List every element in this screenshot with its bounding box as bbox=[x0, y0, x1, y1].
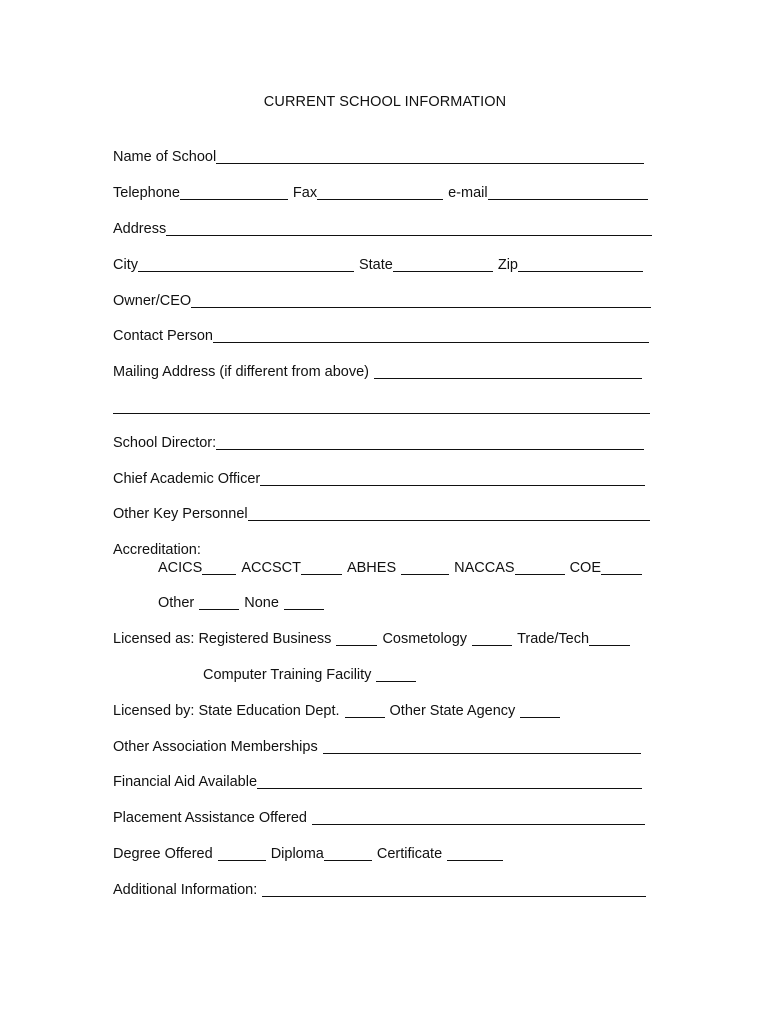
none-field[interactable] bbox=[284, 593, 324, 610]
email-field[interactable] bbox=[488, 183, 648, 200]
chief-academic-officer-label: Chief Academic Officer bbox=[113, 471, 261, 487]
other-key-personnel-label: Other Key Personnel bbox=[113, 506, 248, 522]
accsct-field[interactable] bbox=[301, 558, 342, 575]
cosmetology-field[interactable] bbox=[472, 629, 512, 646]
mailing-address-row bbox=[113, 361, 642, 381]
placement-assistance-row bbox=[113, 807, 645, 827]
certificate-label: Certificate bbox=[376, 846, 443, 862]
city-label: City bbox=[113, 257, 138, 273]
licensed-as-row bbox=[113, 628, 630, 648]
state-education-dept-field[interactable] bbox=[345, 701, 385, 718]
accreditation-options-row bbox=[158, 557, 642, 577]
contact-person-label: Contact Person bbox=[113, 328, 213, 344]
fax-field[interactable] bbox=[317, 183, 443, 200]
contact-person-row bbox=[113, 325, 649, 345]
other-key-personnel-row bbox=[113, 503, 650, 523]
financial-aid-field[interactable] bbox=[257, 772, 642, 789]
school-director-label: School Director: bbox=[113, 435, 217, 451]
zip-field[interactable] bbox=[518, 255, 643, 272]
email-label: e-mail bbox=[448, 185, 488, 201]
zip-label: Zip bbox=[497, 257, 518, 273]
licensed-by-label: Licensed by: State Education Dept. bbox=[113, 703, 340, 719]
page-title: CURRENT SCHOOL INFORMATION bbox=[263, 94, 507, 110]
placement-assistance-label: Placement Assistance Offered bbox=[113, 810, 307, 826]
mailing-address-row-2 bbox=[113, 396, 650, 416]
other-state-agency-field[interactable] bbox=[520, 701, 560, 718]
mailing-address-field-2[interactable] bbox=[113, 397, 650, 414]
other-association-row bbox=[113, 736, 641, 756]
city-row bbox=[113, 254, 643, 274]
other-association-label: Other Association Memberships bbox=[113, 739, 318, 755]
owner-ceo-label: Owner/CEO bbox=[113, 293, 192, 309]
telephone-row bbox=[113, 182, 648, 202]
cosmetology-label: Cosmetology bbox=[382, 631, 468, 647]
state-field[interactable] bbox=[393, 255, 493, 272]
placement-assistance-field[interactable] bbox=[312, 808, 645, 825]
fax-label: Fax bbox=[292, 185, 318, 201]
trade-tech-label: Trade/Tech bbox=[517, 631, 590, 647]
accsct-label: ACCSCT bbox=[241, 560, 301, 576]
mailing-address-field[interactable] bbox=[374, 362, 642, 379]
registered-business-field[interactable] bbox=[336, 629, 377, 646]
accreditation-label: Accreditation: bbox=[113, 542, 201, 558]
diploma-field[interactable] bbox=[324, 844, 372, 861]
name-of-school-field[interactable] bbox=[216, 147, 644, 164]
name-of-school-label: Name of School bbox=[113, 149, 217, 165]
coe-field[interactable] bbox=[601, 558, 642, 575]
additional-information-row bbox=[113, 879, 646, 899]
licensed-by-row bbox=[113, 700, 560, 720]
none-label: None bbox=[244, 595, 279, 611]
chief-academic-officer-row bbox=[113, 468, 645, 488]
address-field[interactable] bbox=[166, 219, 652, 236]
owner-ceo-field[interactable] bbox=[191, 291, 651, 308]
degree-offered-label: Degree Offered bbox=[113, 846, 213, 862]
additional-information-label: Additional Information: bbox=[113, 882, 258, 898]
degree-offered-field[interactable] bbox=[218, 844, 266, 861]
chief-academic-officer-field[interactable] bbox=[260, 469, 645, 486]
additional-information-field[interactable] bbox=[262, 880, 646, 897]
telephone-label: Telephone bbox=[113, 185, 180, 201]
mailing-address-label: Mailing Address (if different from above) bbox=[113, 364, 370, 380]
licensed-as-label: Licensed as: Registered Business bbox=[113, 631, 332, 647]
name-of-school-row bbox=[113, 146, 644, 166]
computer-training-label: Computer Training Facility bbox=[203, 667, 372, 683]
naccas-label: NACCAS bbox=[454, 560, 515, 576]
naccas-field[interactable] bbox=[515, 558, 565, 575]
financial-aid-row bbox=[113, 771, 642, 791]
computer-training-field[interactable] bbox=[376, 665, 416, 682]
contact-person-field[interactable] bbox=[213, 326, 649, 343]
coe-label: COE bbox=[569, 560, 601, 576]
certificate-field[interactable] bbox=[447, 844, 503, 861]
address-label: Address bbox=[113, 221, 167, 237]
abhes-field[interactable] bbox=[401, 558, 449, 575]
accreditation-row bbox=[113, 539, 201, 559]
school-director-row bbox=[113, 432, 644, 452]
other-key-personnel-field[interactable] bbox=[248, 504, 650, 521]
other-accreditation-label: Other bbox=[158, 595, 195, 611]
computer-training-row bbox=[203, 664, 416, 684]
acics-label: ACICS bbox=[158, 560, 203, 576]
telephone-field[interactable] bbox=[180, 183, 288, 200]
owner-ceo-row bbox=[113, 290, 651, 310]
state-label: State bbox=[358, 257, 393, 273]
accreditation-other-row bbox=[158, 592, 324, 612]
address-row bbox=[113, 218, 652, 238]
diploma-label: Diploma bbox=[270, 846, 324, 862]
city-field[interactable] bbox=[138, 255, 354, 272]
financial-aid-label: Financial Aid Available bbox=[113, 774, 258, 790]
other-association-field[interactable] bbox=[323, 737, 641, 754]
degree-offered-row bbox=[113, 843, 503, 863]
acics-field[interactable] bbox=[202, 558, 236, 575]
school-director-field[interactable] bbox=[216, 433, 644, 450]
trade-tech-field[interactable] bbox=[589, 629, 630, 646]
other-state-agency-label: Other State Agency bbox=[389, 703, 516, 719]
other-accreditation-field[interactable] bbox=[199, 593, 239, 610]
abhes-label: ABHES bbox=[346, 560, 397, 576]
